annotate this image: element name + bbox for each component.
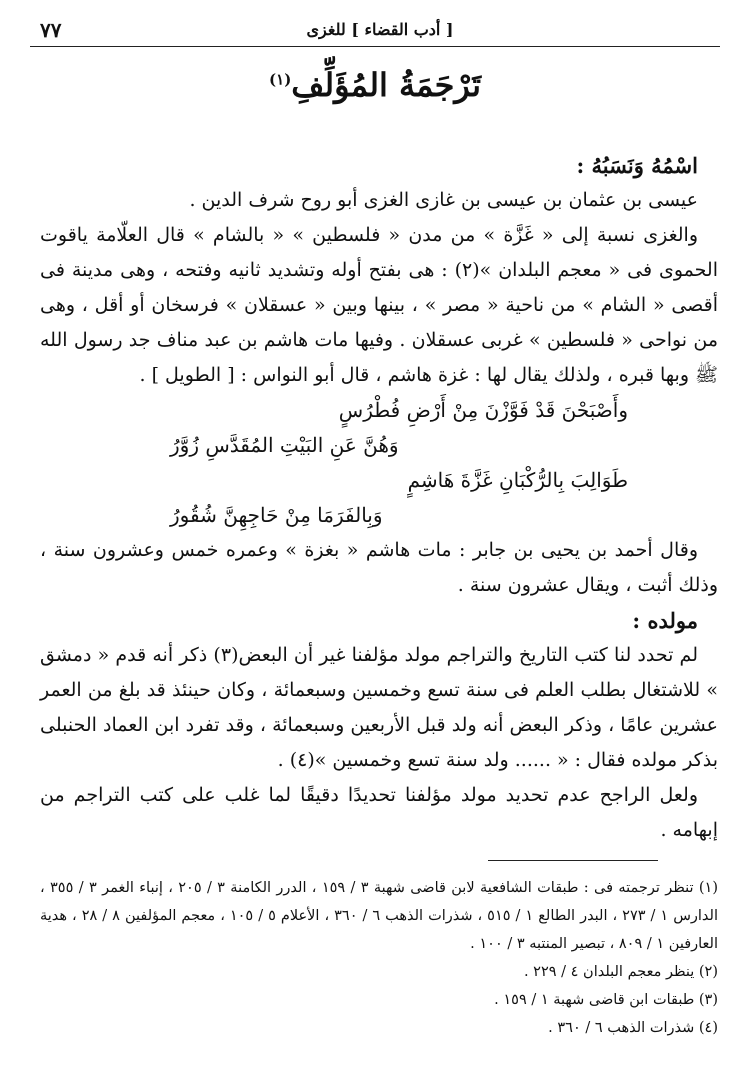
footnotes (40, 874, 718, 1042)
section-heading-name: اسْمُهُ وَنَسَبُهُ : (576, 153, 698, 178)
footnote: (٢) ينظر معجم البلدان ٤ / ٢٢٩ . (523, 964, 718, 980)
header-rule (30, 46, 720, 47)
poem-hemistich: وَبِالفَرَمَا مِنْ حَاجِهِنَّ شُقُورُ (170, 503, 383, 527)
footnote: (٤) شذرات الذهب ٦ / ٣٦٠ . (548, 1020, 718, 1036)
poem-hemistich: طَوَالِبَ بِالرُّكْبَانِ غَزَّةَ هَاشِمٍ (407, 468, 628, 492)
title-footnote-mark: (١) (269, 70, 292, 89)
footnote: (١) تنظر ترجمته فى : طبقات الشافعية لابن قاضى شهبة ٣ / ١٥٩ ، الدرر الكامنة ٣ / ٢٠٥ ، إنباء الغمر ٣ / ٣٥٥ ، الدارس ١ / ٢٧٣ ، البدر الطالع ١ / ٥١٥ ، شذرات الذهب ٦ / ٣٦٠ ، الأعلام ٥ / ١٠٥ ، معجم المؤلفين ٨ / ٢٨ ، هدية العارفين ١ / ٨٠٩ ، تبصير المنتبه ٣ / ١٠٠ . (40, 880, 718, 952)
page-number: ٧٧ (40, 18, 62, 42)
running-head (40, 18, 720, 44)
name-paragraph: عيسى بن عثمان بن عيسى بن غازى الغزى أبو روح شرف الدين . (189, 189, 698, 211)
page-title (0, 66, 750, 104)
body-text (40, 148, 718, 848)
footnote: (٣) طبقات ابن قاضى شهبة ١ / ١٥٩ . (494, 992, 718, 1008)
poem-hemistich: وأَصْبَحْنَ قَدْ فَوَّزْنَ مِنْ أَرْضِ فُطْرُسٍ (338, 398, 628, 422)
running-head-title: [ أدب القضاء ] للغزى (306, 20, 454, 39)
nisba-paragraph: والغزى نسبة إلى « غَزَّة » من مدن « فلسطين » « بالشام » قال العلّامة ياقوت الحموى فى « معجم البلدان »(٢) : هى بفتح أوله وتشديد ثانيه وفتحه ، وهى مدينة فى أقصى « الشام » من ناحية « مصر » ، بينها وبين « عسقلان » فرسخان أو أقل ، وهى من نواحى « فلسطين » غربى عسقلان . وفيها مات هاشم بن عبد مناف جد رسول الله ﷺ وبها قبره ، ولذلك يقال لها : غزة هاشم ، قال أبو النواس : [ الطويل ] . (40, 224, 718, 386)
page-title-text: تَرْجَمَةُ المُؤَلِّفِ (291, 66, 481, 104)
poem-hemistich: وَهُنَّ عَنِ البَيْتِ المُقَدَّسِ زُوَّرُ (170, 433, 399, 457)
section-heading-birth: مولده : (632, 608, 698, 633)
footnote-rule (488, 860, 658, 861)
poem (40, 393, 718, 533)
after-poem-paragraph: وقال أحمد بن يحيى بن جابر : مات هاشم « بغزة » وعمره خمس وعشرون سنة ، وذلك أثبت ، ويقال عشرون سنة . (40, 539, 718, 596)
birth-paragraph: لم تحدد لنا كتب التاريخ والتراجم مولد مؤلفنا غير أن البعض(٣) ذكر أنه قدم « دمشق » للاشتغال بطلب العلم فى سنة تسع وخمسين وسبعمائة ، وكان حينئذ قد بلغ من العمر عشرين عامًا ، وذكر البعض أنه ولد قبل الأربعين وسبعمائة ، وقد تفرد ابن العماد الحنبلى بذكر مولده فقال : « ...... ولد سنة تسع وخمسين »(٤) . (40, 644, 718, 771)
closing-paragraph: ولعل الراجح عدم تحديد مولد مؤلفنا تحديدًا دقيقًا لما غلب على كتب التراجم من إبهامه . (40, 784, 718, 841)
